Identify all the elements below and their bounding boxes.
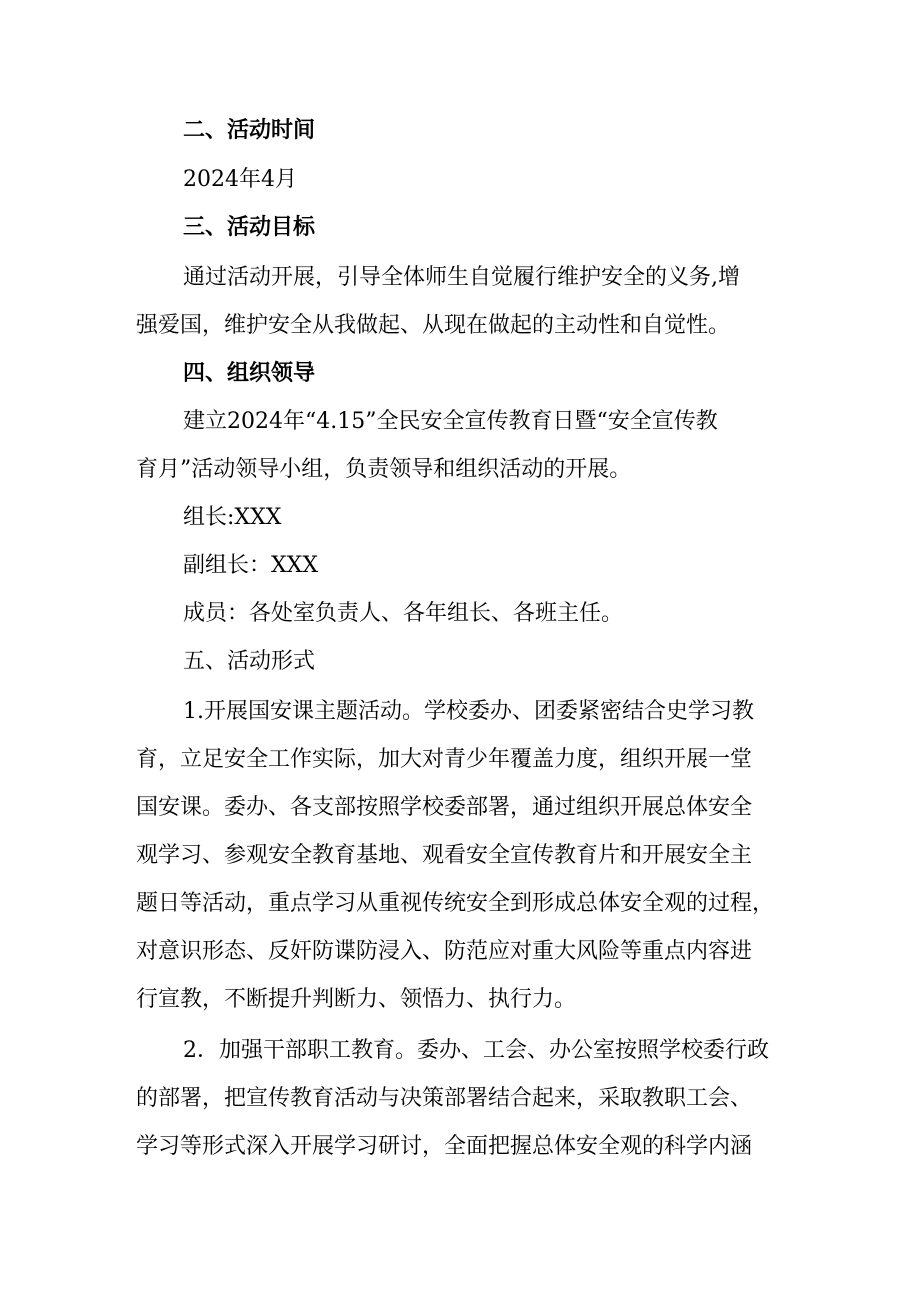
item1-line-3: 国安课。委办、各支部按照学校委部署，通过组织开展总体安全 (136, 795, 753, 820)
org-line-2: 育月”活动领导小组，负责领导和组织活动的开展。 (136, 457, 632, 482)
item1-line-1: 1.开展国安课主题活动。学校委办、团委紧密结合史学习教 (183, 699, 754, 724)
item1-line-6: 对意识形态、反奸防谍防浸入、防范应对重大风险等重点内容进 (136, 939, 753, 964)
section2-heading: 二、活动时间 (183, 118, 316, 143)
item1-line-7: 行宣教，不断提升判断力、领悟力、执行力。 (136, 987, 577, 1012)
item1-line-4: 观学习、参观安全教育基地、观看安全宣传教育片和开展安全主 (136, 843, 753, 868)
members: 成员：各处室负责人、各年组长、各班主任。 (183, 601, 624, 626)
item1-line-5: 题日等活动，重点学习从重视传统安全到形成总体安全观的过程， (136, 891, 775, 916)
goal-line-1: 通过活动开展，引导全体师生自觉履行维护安全的义务,增 (183, 265, 740, 290)
item2-line-3: 学习等形式深入开展学习研讨，全面把握总体安全观的科学内涵 (136, 1134, 753, 1159)
activity-date: 2024年4月 (183, 167, 297, 192)
org-line-1: 建立2024年“4.15”全民安全宣传教育日暨“安全宣传教 (183, 409, 718, 434)
item1-line-2: 育，立足安全工作实际，加大对青少年覆盖力度，组织开展一堂 (136, 747, 753, 772)
goal-line-2: 强爱国，维护安全从我做起、从现在做起的主动性和自觉性。 (136, 313, 731, 338)
section4-heading: 四、组织领导 (183, 361, 316, 386)
group-leader: 组长:XXX (183, 505, 282, 530)
section3-heading: 三、活动目标 (183, 215, 316, 240)
section5-heading: 五、活动形式 (183, 649, 316, 674)
item2-line-1: 2．加强干部职工教育。委办、工会、办公室按照学校委行政 (183, 1038, 769, 1063)
item2-line-2: 的部署，把宣传教育活动与决策部署结合起来，采取教职工会、 (136, 1086, 753, 1111)
deputy-leader: 副组长：XXX (183, 553, 318, 578)
